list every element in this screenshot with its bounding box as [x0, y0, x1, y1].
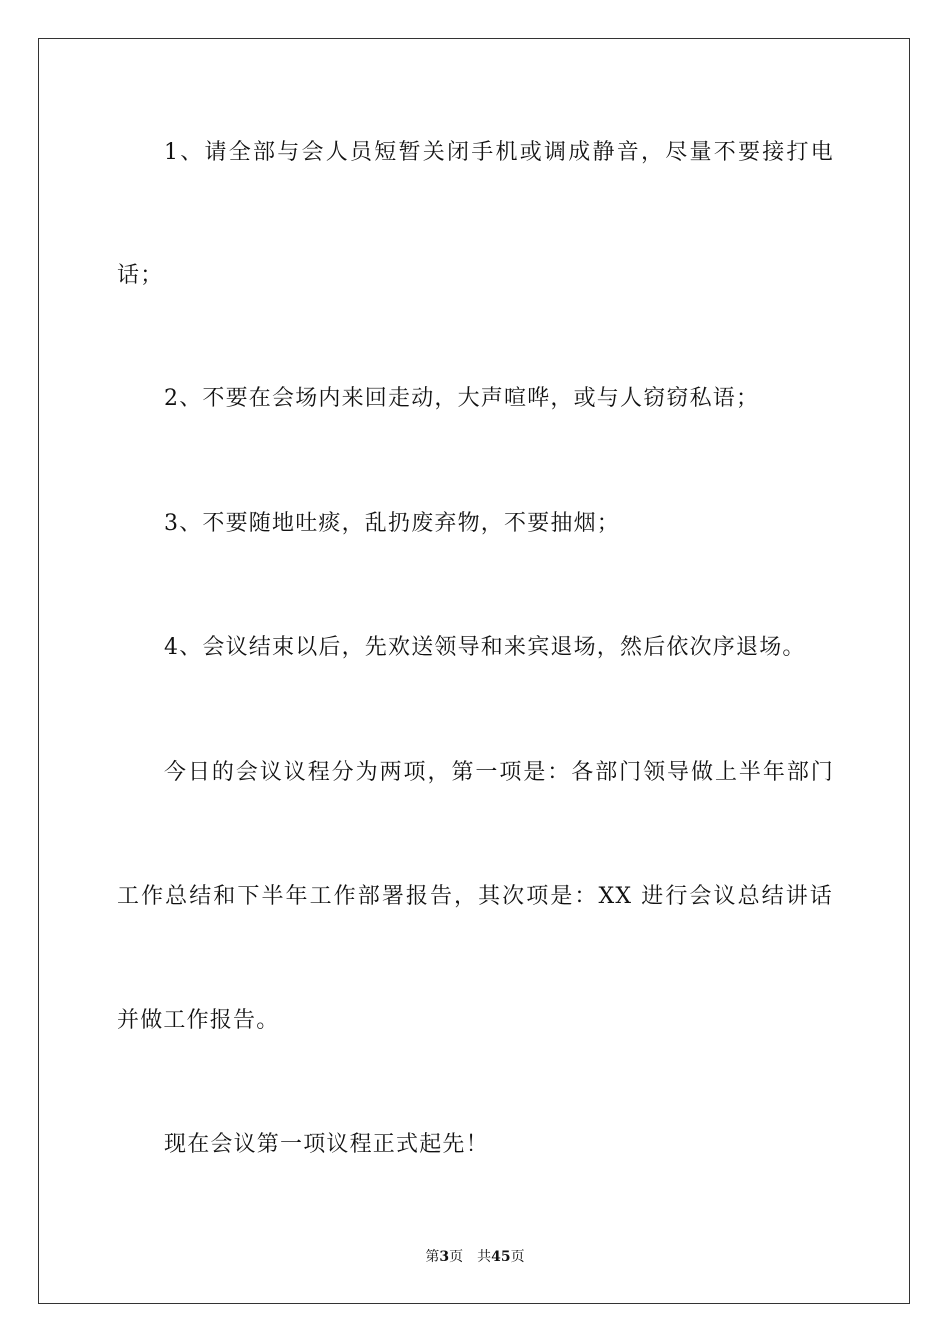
rule-4: 4、会议结束以后，先欢送领导和来宾退场，然后依次序退场。	[164, 635, 806, 660]
page-footer	[0, 1248, 950, 1266]
page-border	[38, 38, 910, 1304]
total-suffix: 页	[510, 1249, 525, 1265]
rule-1-line-2: 话；	[117, 263, 164, 288]
rule-1-line-1: 1、请全部与会人员短暂关闭手机或调成静音，尽量不要接打电	[164, 140, 834, 165]
rule-2: 2、不要在会场内来回走动，大声喧哗，或与人窃窃私语；	[164, 386, 760, 411]
agenda-start: 现在会议第一项议程正式起先！	[164, 1132, 489, 1157]
agenda-line-1: 今日的会议议程分为两项，第一项是：各部门领导做上半年部门	[164, 760, 834, 785]
rule-3: 3、不要随地吐痰，乱扔废弃物，不要抽烟；	[164, 511, 620, 536]
total-page-count: 45	[491, 1249, 511, 1265]
page-prefix: 第	[425, 1249, 440, 1265]
agenda-line-2: 工作总结和下半年工作部署报告，其次项是：XX 进行会议总结讲话	[117, 884, 833, 909]
current-page-number: 3	[439, 1249, 450, 1265]
page-suffix: 页	[449, 1249, 464, 1265]
total-prefix: 共	[477, 1249, 492, 1265]
agenda-line-3: 并做工作报告。	[117, 1008, 280, 1033]
